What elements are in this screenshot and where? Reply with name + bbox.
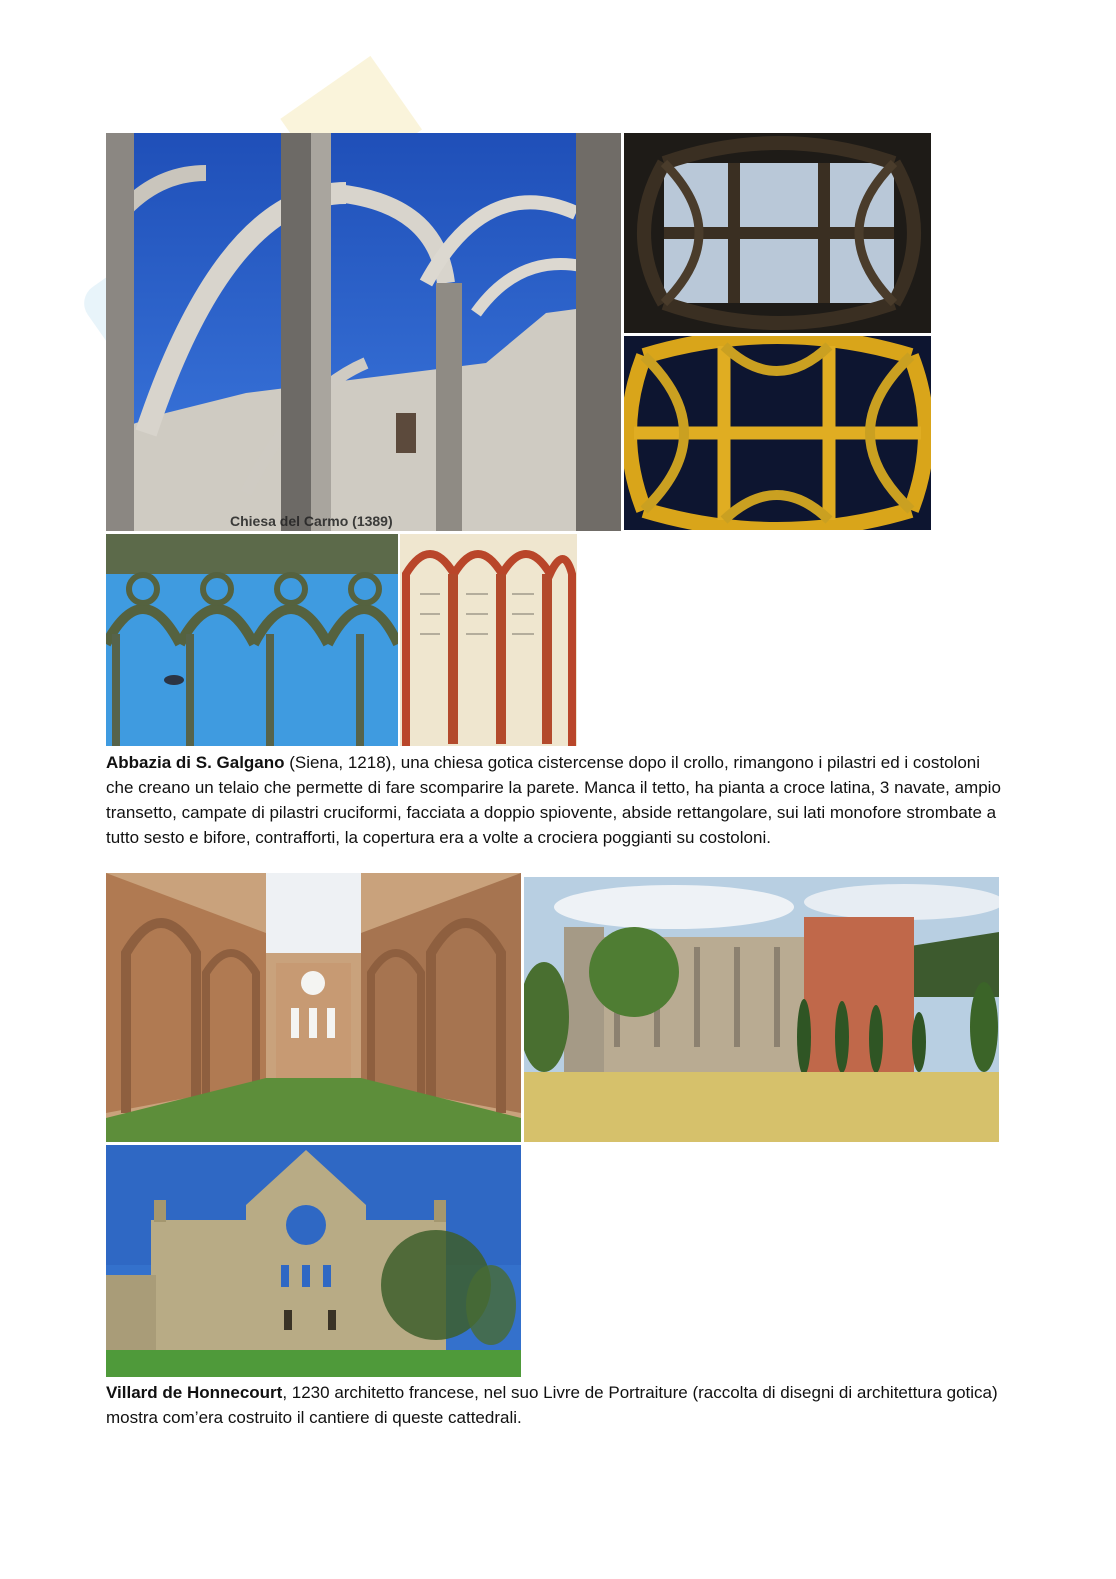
photo-manuscript-arches bbox=[400, 534, 577, 746]
galgano-paragraph bbox=[106, 750, 1006, 850]
galgano-title: Abbazia di S. Galgano bbox=[106, 753, 285, 772]
photo-galgano-exterior bbox=[524, 877, 999, 1142]
villard-title: Villard de Honnecourt bbox=[106, 1383, 283, 1402]
photo-carmo-arches bbox=[106, 133, 621, 531]
galgano-text: (Siena, 1218), una chiesa gotica cistercense dopo il crollo, rimangono i pilastri ed i costoloni che creano un telaio che permette di fare scomparire la parete. Manca il tetto, ha pianta a croce latina, 3 navate, ampio transetto, campate di pilastri cruciformi, facciata a doppio spiovente, abside rettangolare, sui lati monofore strombate a tutto sesto e bifore, contrafforti, la copertura era a volte a crociera poggianti su costoloni. bbox=[106, 753, 1001, 847]
villard-paragraph bbox=[106, 1380, 1006, 1430]
photo-vault-dark bbox=[624, 133, 931, 333]
photo-arcade-tracery bbox=[106, 534, 398, 746]
villard-text: , 1230 architetto francese, nel suo Livre de Portraiture (raccolta di disegni di architettura gotica) mostra com’era costruito il cantiere di queste cattedrali. bbox=[106, 1383, 998, 1427]
photo-vault-gold bbox=[624, 336, 931, 530]
photo-galgano-interior bbox=[106, 873, 521, 1142]
carmo-caption: Chiesa del Carmo (1389) bbox=[230, 513, 393, 529]
photo-galgano-facade bbox=[106, 1145, 521, 1377]
